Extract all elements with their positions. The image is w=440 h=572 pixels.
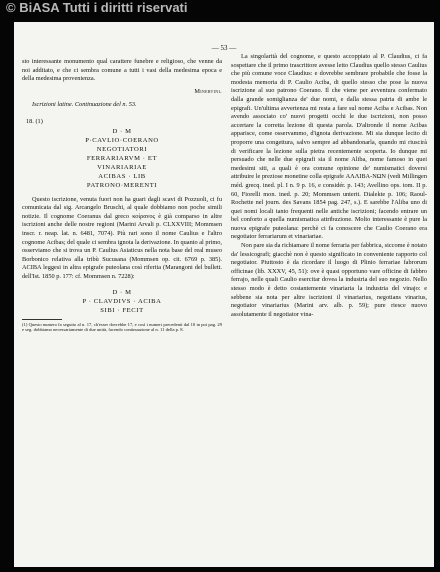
author-signature: Minervini. bbox=[194, 87, 222, 95]
page-number: — 53 — bbox=[211, 44, 237, 52]
footnote: (1) Questo numero fa seguito al n. 17, ch'esser dovrebbe 17, e così i numeri precedenti dal 10 in poi pag. 29 e seg. dobbiamo necessariamente di due unità, facendo continuazione al n. 11 della p. 8. bbox=[22, 321, 222, 333]
inscription-line: ACIBAS · LIB bbox=[98, 172, 146, 180]
body-paragraph: Questo iscrizione, venuta fuori non ha guari dagli scavi di Pozzuoli, ci fu comunicata dal sig. Arcangelo Bruschi, al quale dobbiamo non poche simili notizie. Il cognome Coeranus dal greco κοίρανος è già comparso in altre iscrizioni anche delle nostre regioni (Marini Arvali p. CLXXVIII; Mommsen inscr. r. neap. lat. n. 6481, 7074). Più rari sono il nome Caulius e l'altro cognome Acibas; del quale ci sembra ignota la derivazione. In quanto al primo, osserviamo che si trova un P. Caulius Asiaticus nella nota base del real museo Borbonico relativa alla tribù Sucusana (Mommsen op. cit. 6769 p. 385). ACIBA leggesi in altra epigrafe puteolana così riferita (Marangoni del bullett. dell'Ist. 1850 p. 177: cf. Mommsen n. 7228): bbox=[22, 195, 222, 280]
inscription-line: FERRARIARVM · ET bbox=[86, 154, 158, 162]
inscription-line: VINARIARIAE bbox=[97, 163, 147, 171]
footnote-rule bbox=[22, 319, 62, 320]
left-column bbox=[22, 58, 222, 333]
entry-number: 18. (1) bbox=[26, 117, 43, 125]
inscription-line: PATRONO·MERENTI bbox=[86, 181, 158, 189]
section-title: Iscrizioni latine. Continuazione del n. 53. bbox=[32, 101, 137, 109]
inscription-block-2 bbox=[22, 288, 222, 315]
right-column bbox=[231, 53, 427, 319]
watermark: © BiASA Tutti i diritti riservati bbox=[6, 0, 188, 15]
document-page bbox=[14, 22, 434, 567]
body-paragraph: La singolarità del cognome, e questo accoppiato al P. Claudius, ci fa sospettare che il primo trascrittore avesse letto Claudius quello stesso Caulius che più comune voce Claudius: e dovrebbe sembrare probabile che fosse la modesta memoria di P. Caulio Aciba, di quello stesso che pose la nuova iscrizione al suo patrono Coerano. Il che viene per avventura confermato dalla grande somiglianza de' due nomi, e dalla stessa patria di ambe le epigrafi. Un'ultima avvertenza mi resta a fare sul nome Aciba e Acibas. Non avendo associato co' nuovi progetti occhi le due iscrizioni, non posso accertare la corretta lezione di questa parola. D'altronde il nome Acibas apparisce, come osservammo, d'ignota derivazione. Mi sia dunque lecito di proporre una congettura, salvo sempre ad abbandonarla, quando mi riuscirà di verificare la lezione sulla pietra recentemente scoperta. Io dunque mi persuado che nelle due epigrafi sia il nome Aliba, nome famoso in quei medesimi siti, a quali è ora comune opinione de' numismatici doversi attribuire le preziose monetine colla epigrafe ΑΛΛΙΒΑ-ΝΩΝ (vedi Millingen méd. grecq. ined. pl. I n. 9 p. 16, e considér. p. 143; Avellino ops. tom. II p. 60, Fiorelli mon. ined. p. 20; Mommsen unterit. Dialekte p. 106; Raoul-Rochette nel journ. des Savans 1854 pag. 247, s.). E sarebbe l'Aliba uno di quei nomi locali tanto frequenti nelle antiche iscrizioni; facendo entrare un bel conforto a quella numismatica attribuzione. Molto interessante è pure la nuova epigrafe puteolana: perchè ci fa conoscere che Caulio Coerano era negotiator ferrariarum et vinariariae. bbox=[231, 53, 427, 241]
inscription-line: P·CAVLIO·COERANO bbox=[85, 136, 159, 144]
inscription-line: D · M bbox=[112, 288, 132, 296]
inscription-line: P · CLAVDIVS · ACIBA bbox=[82, 297, 162, 305]
body-paragraph: Non pare sia da richiamare il nome ferraria per fabbrica, siccome è notato da' lessicografi; giacchè non è questo significato in conveniente rapporto col negotiator. Piuttosto è da ricordare il luogo di Plinio ferrariae fabrorum officinae (lib. XXXV, 45, 51): ove è quasi opportuno vare officine di fabbro ferrajo, nelle quali Caulio esercitar dovea la industria del suo negozio. Nello stesso modo è detto costantemente vinariaria la industria del vinajo: e sebbene sia nota per altre iscrizioni il vinariarius, negotians vinarius, negotiator vinariarius (Marini arv. alb. p. 59); pure riesce nuovo assolutamente il negotiator vina- bbox=[231, 242, 427, 318]
inscription-line: NEGOTIATORI bbox=[96, 145, 148, 153]
inscription-line: SIBI · FECIT bbox=[100, 306, 144, 314]
inscription-block-1 bbox=[22, 127, 222, 190]
intro-paragraph: sto interessante monumento qual carattere funebre e religioso, che venne da noi additato, e che ci sembra comune a tutti i vasi della medesima epoca e della medesima provenienza. bbox=[22, 58, 222, 83]
inscription-line: D · M bbox=[112, 127, 132, 135]
